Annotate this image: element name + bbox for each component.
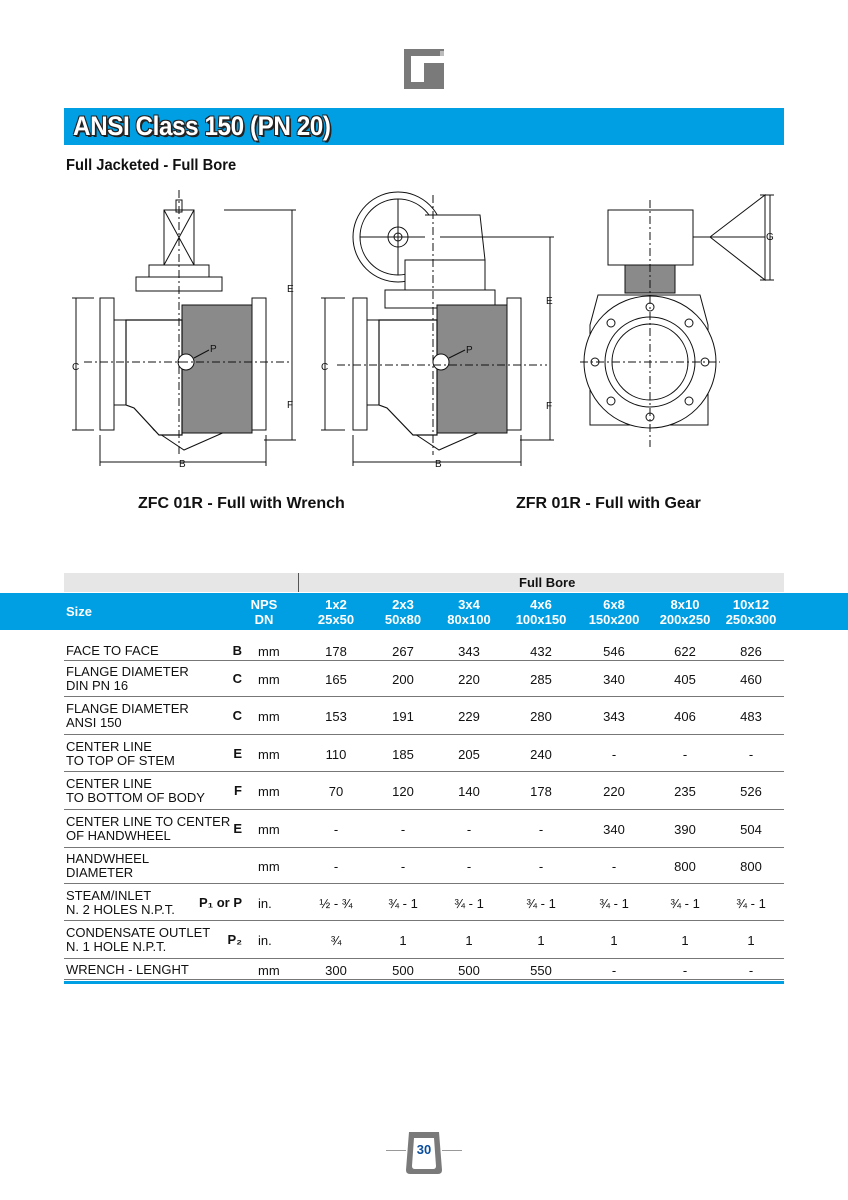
cell-value: - xyxy=(333,859,339,874)
dim-label-g: G xyxy=(766,232,774,243)
caption-zfc-01r: ZFC 01R - Full with Wrench xyxy=(138,495,345,512)
table-row xyxy=(64,921,784,959)
cell-value: 300 xyxy=(325,963,347,978)
cell-value: - xyxy=(400,859,406,874)
dim-label-b: B xyxy=(179,459,186,470)
cell-value: - xyxy=(748,747,754,762)
cell-value: 140 xyxy=(458,784,480,799)
cell-value: - xyxy=(466,859,472,874)
cell-value: 240 xyxy=(530,747,552,762)
dimension-letter: F xyxy=(234,783,242,798)
cell-value: 500 xyxy=(458,963,480,978)
dimension-letter: C xyxy=(232,671,242,686)
table-row xyxy=(64,630,784,661)
row-label: FLANGE DIAMETER DIN PN 16 xyxy=(66,664,189,693)
cell-value: - xyxy=(611,747,617,762)
cell-value: - xyxy=(466,822,472,837)
unit: mm xyxy=(258,963,280,978)
cell-value: - xyxy=(682,747,688,762)
cell-value: ¾ - 1 xyxy=(736,896,766,911)
cell-value: 546 xyxy=(603,644,625,659)
cell-value: 800 xyxy=(740,859,762,874)
unit: mm xyxy=(258,709,280,724)
cell-value: 405 xyxy=(674,672,696,687)
cell-value: 229 xyxy=(458,709,480,724)
page-number: 30 xyxy=(416,1142,432,1157)
cell-value: - xyxy=(538,859,544,874)
size-label: Size xyxy=(66,604,93,619)
cell-value: - xyxy=(538,822,544,837)
column-header: 6x8 150x200 xyxy=(588,597,640,627)
cell-value: 406 xyxy=(674,709,696,724)
dimension-letter: E xyxy=(233,746,242,761)
row-label: HANDWHEEL DIAMETER xyxy=(66,851,150,880)
dim-label-p: P xyxy=(210,344,217,355)
table-row xyxy=(64,810,784,848)
cell-value: 1 xyxy=(537,933,545,948)
nps-dn-header: NPS DN xyxy=(250,597,278,627)
table-column-header xyxy=(0,593,848,630)
dim-label-b: B xyxy=(435,459,442,470)
cell-value: ¾ - 1 xyxy=(526,896,556,911)
column-header: 2x3 50x80 xyxy=(384,597,422,627)
dim-label-c: C xyxy=(72,362,80,373)
table-row xyxy=(64,735,784,772)
cell-value: 153 xyxy=(325,709,347,724)
cell-value: 285 xyxy=(530,672,552,687)
cell-value: 178 xyxy=(325,644,347,659)
cell-value: 340 xyxy=(603,672,625,687)
dimension-letter: E xyxy=(233,821,242,836)
cell-value: - xyxy=(748,963,754,978)
cell-value: 120 xyxy=(392,784,414,799)
cell-value: 280 xyxy=(530,709,552,724)
unit: in. xyxy=(258,896,272,911)
unit: in. xyxy=(258,933,272,948)
cell-value: 185 xyxy=(392,747,414,762)
cell-value: 191 xyxy=(392,709,414,724)
title-bar xyxy=(64,108,784,145)
cell-value: 460 xyxy=(740,672,762,687)
unit: mm xyxy=(258,672,280,687)
cell-value: - xyxy=(400,822,406,837)
column-header: 4x6 100x150 xyxy=(515,597,567,627)
cell-value: ¾ - 1 xyxy=(670,896,700,911)
page-title: ANSI Class 150 (PN 20) xyxy=(73,111,331,141)
cell-value: 432 xyxy=(530,644,552,659)
cell-value: 267 xyxy=(392,644,414,659)
table-row xyxy=(64,697,784,735)
footer-rule-left xyxy=(386,1150,406,1151)
row-label: FLANGE DIAMETER ANSI 150 xyxy=(66,701,189,730)
company-logo xyxy=(404,49,444,89)
cell-value: 622 xyxy=(674,644,696,659)
table-group-header xyxy=(64,573,784,592)
valve-drawing-gear-side xyxy=(315,185,560,470)
row-label: FACE TO FACE xyxy=(66,643,159,658)
table-row xyxy=(64,772,784,810)
table-row xyxy=(64,884,784,921)
caption-zfr-01r: ZFR 01R - Full with Gear xyxy=(516,495,701,512)
column-header: 3x4 80x100 xyxy=(447,597,491,627)
cell-value: 343 xyxy=(603,709,625,724)
dim-label-e: E xyxy=(546,296,553,307)
cell-value: 1 xyxy=(610,933,618,948)
cell-value: 826 xyxy=(740,644,762,659)
cell-value: 205 xyxy=(458,747,480,762)
dimension-letter: B xyxy=(232,643,242,658)
cell-value: 390 xyxy=(674,822,696,837)
cell-value: 235 xyxy=(674,784,696,799)
cell-value: 110 xyxy=(325,747,347,762)
table-row xyxy=(64,661,784,697)
unit: mm xyxy=(258,747,280,762)
cell-value: 200 xyxy=(392,672,414,687)
row-label: CENTER LINE TO BOTTOM OF BODY xyxy=(66,776,205,805)
dimension-letter: C xyxy=(232,708,242,723)
unit: mm xyxy=(258,822,280,837)
page-subtitle: Full Jacketed - Full Bore xyxy=(66,157,237,174)
cell-value: 220 xyxy=(458,672,480,687)
dimension-letter: P₁ or P xyxy=(199,895,242,910)
table-bottom-rule xyxy=(64,981,784,984)
dimension-letter: P₂ xyxy=(227,932,242,947)
cell-value: 483 xyxy=(740,709,762,724)
table-row xyxy=(64,959,784,980)
cell-value: 800 xyxy=(674,859,696,874)
cell-value: 1 xyxy=(681,933,689,948)
row-label: CENTER LINE TO TOP OF STEM xyxy=(66,739,175,768)
cell-value: ¾ - 1 xyxy=(454,896,484,911)
column-header: 1x2 25x50 xyxy=(317,597,355,627)
footer-rule-right xyxy=(442,1150,462,1151)
row-label: CONDENSATE OUTLET N. 1 HOLE N.P.T. xyxy=(66,925,211,954)
dim-label-f: F xyxy=(287,400,294,411)
cell-value: 504 xyxy=(740,822,762,837)
cell-value: 178 xyxy=(530,784,552,799)
cell-value: 1 xyxy=(399,933,407,948)
cell-value: 550 xyxy=(530,963,552,978)
column-header: 8x10 200x250 xyxy=(659,597,711,627)
cell-value: 526 xyxy=(740,784,762,799)
row-label: CENTER LINE TO CENTER OF HANDWHEEL xyxy=(66,814,231,843)
dim-label-c: C xyxy=(321,362,329,373)
cell-value: - xyxy=(682,963,688,978)
dim-label-e: E xyxy=(287,284,294,295)
cell-value: 220 xyxy=(603,784,625,799)
valve-drawing-wrench xyxy=(64,190,304,470)
cell-value: - xyxy=(333,822,339,837)
cell-value: ½ - ¾ xyxy=(319,896,353,911)
unit: mm xyxy=(258,784,280,799)
cell-value: 1 xyxy=(465,933,473,948)
cell-value: ¾ xyxy=(330,933,342,948)
row-label: STEAM/INLET N. 2 HOLES N.P.T. xyxy=(66,888,175,917)
cell-value: - xyxy=(611,859,617,874)
cell-value: 165 xyxy=(325,672,347,687)
cell-value: 70 xyxy=(328,784,344,799)
dim-label-p: P xyxy=(466,345,473,356)
row-label: WRENCH - LENGHT xyxy=(66,962,189,977)
table-row xyxy=(64,848,784,884)
cell-value: 500 xyxy=(392,963,414,978)
cell-value: ¾ - 1 xyxy=(599,896,629,911)
cell-value: - xyxy=(611,963,617,978)
dim-label-f: F xyxy=(546,401,553,412)
cell-value: ¾ - 1 xyxy=(388,896,418,911)
page-number-badge xyxy=(404,1132,444,1174)
unit: mm xyxy=(258,859,280,874)
group-header-label: Full Bore xyxy=(519,575,576,590)
cell-value: 1 xyxy=(747,933,755,948)
cell-value: 343 xyxy=(458,644,480,659)
valve-drawing-gear-front xyxy=(580,185,780,460)
cell-value: 340 xyxy=(603,822,625,837)
column-header: 10x12 250x300 xyxy=(725,597,777,627)
unit: mm xyxy=(258,644,280,659)
